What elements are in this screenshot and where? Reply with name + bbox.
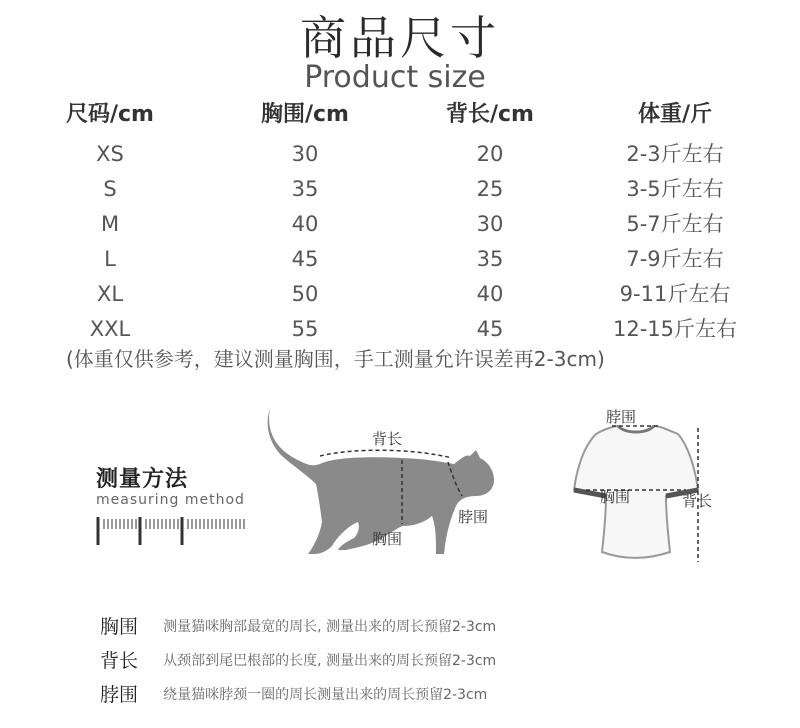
table-cell: 40: [291, 212, 319, 236]
table-cell: 12-15斤左右: [612, 317, 738, 341]
column-header-back-length: 背长/cm: [445, 102, 534, 127]
table-cell: 9-11斤左右: [619, 282, 731, 306]
table-cell: 45: [476, 317, 504, 341]
definition-term: 脖围: [100, 684, 139, 706]
table-row: [0, 172, 800, 207]
table-cell: 40: [476, 282, 504, 306]
list-item: [100, 612, 496, 646]
definition-text: 从颈部到尾巴根部的长度, 测量出来的周长预留2-3cm: [163, 652, 497, 669]
table-cell: XL: [96, 282, 124, 306]
table-cell: 20: [476, 142, 504, 166]
column-header-size: 尺码/cm: [65, 102, 154, 127]
table-cell: 35: [291, 177, 319, 201]
table-cell: 55: [291, 317, 319, 341]
size-table: [0, 95, 800, 347]
measuring-method-subtitle: measuring method: [96, 492, 245, 508]
table-header-row: [0, 95, 800, 137]
table-cell: 5-7斤左右: [626, 212, 724, 236]
list-item: [100, 680, 496, 714]
table-cell: 30: [476, 212, 504, 236]
definition-text: 绕量猫咪脖颈一圈的周长测量出来的周长预留2-3cm: [163, 686, 488, 703]
ruler-icon: [94, 515, 250, 547]
table-row: [0, 137, 800, 172]
column-header-weight: 体重/斤: [637, 102, 713, 127]
cat-chest-label: 胸围: [372, 530, 403, 548]
shirt-measurement-diagram: [556, 404, 736, 569]
table-row: [0, 312, 800, 347]
shirt-neck-label: 脖围: [606, 408, 637, 426]
table-cell: M: [100, 212, 120, 236]
shirt-chest-label: 胸围: [600, 488, 631, 506]
table-row: [0, 207, 800, 242]
definitions-list: [100, 612, 496, 714]
list-item: [100, 646, 496, 680]
table-cell: 35: [476, 247, 504, 271]
definition-term: 背长: [100, 650, 139, 672]
table-cell: 45: [291, 247, 319, 271]
page-title: 商品尺寸: [300, 11, 500, 65]
table-cell: 3-5斤左右: [626, 177, 724, 201]
table-cell: 2-3斤左右: [626, 142, 724, 166]
table-cell: L: [104, 247, 116, 271]
cat-measurement-diagram: [262, 400, 522, 560]
table-cell: XXL: [89, 317, 131, 341]
table-cell: XS: [96, 142, 124, 166]
cat-neck-label: 脖围: [458, 508, 489, 526]
cat-back-length-label: 背长: [372, 430, 403, 448]
column-header-chest: 胸围/cm: [260, 102, 349, 127]
table-row: [0, 277, 800, 312]
weight-note: (体重仅供参考，建议测量胸围，手工测量允许误差再2-3cm): [66, 347, 605, 371]
measuring-method-title: 测量方法: [96, 467, 189, 492]
shirt-back-length-label: 背长: [682, 492, 713, 510]
table-cell: S: [103, 177, 117, 201]
table-cell: 50: [291, 282, 319, 306]
table-cell: 30: [291, 142, 319, 166]
table-cell: 25: [476, 177, 504, 201]
definition-text: 测量猫咪胸部最宽的周长, 测量出来的周长预留2-3cm: [163, 618, 497, 635]
table-cell: 7-9斤左右: [626, 247, 724, 271]
page-subtitle: Product size: [304, 60, 486, 95]
definition-term: 胸围: [100, 616, 139, 638]
table-row: [0, 242, 800, 277]
